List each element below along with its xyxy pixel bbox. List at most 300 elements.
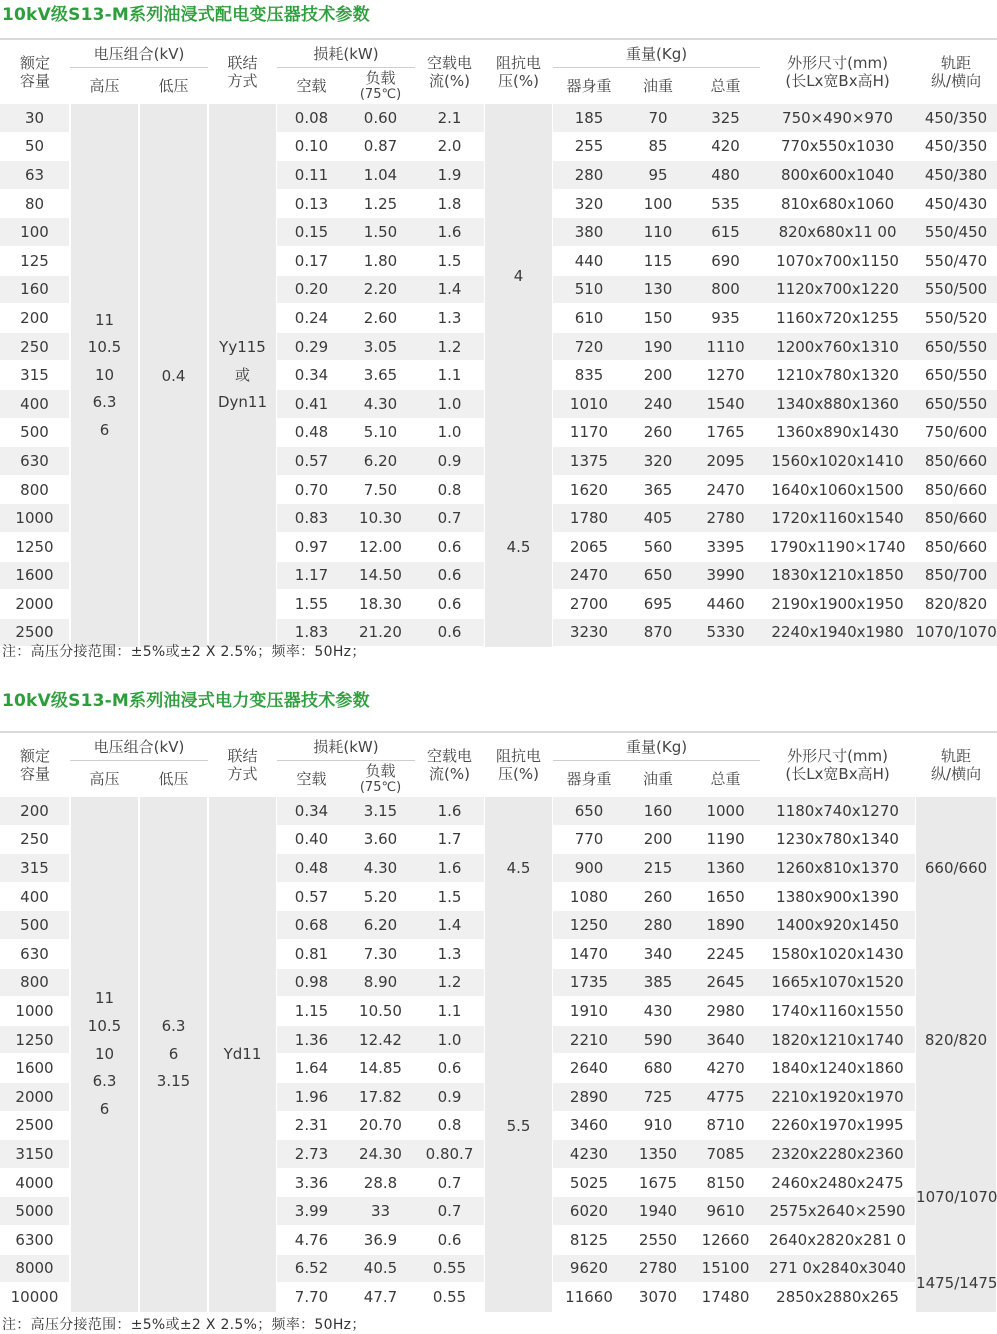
dimensions-cell: 1120x700x1220: [760, 276, 915, 305]
noload-loss-cell: 1.96: [277, 1083, 346, 1112]
noload-loss-cell: 2.31: [277, 1112, 346, 1141]
body-weight-cell: 1080: [553, 883, 625, 912]
body-weight-cell: 2065: [553, 533, 625, 562]
capacity-cell: 250: [0, 826, 70, 855]
hv-value: 10: [94, 365, 115, 384]
load-loss-cell: 40.5: [346, 1255, 415, 1284]
load-loss-cell: 36.9: [346, 1226, 415, 1255]
connection-cell: Yd11: [208, 797, 277, 1312]
total-weight-cell: 8150: [691, 1169, 760, 1198]
oil-weight-cell: 110: [625, 218, 691, 247]
total-weight-cell: 8710: [691, 1112, 760, 1141]
capacity-cell: 630: [0, 447, 70, 476]
noload-loss-cell: 0.20: [277, 276, 346, 305]
noload-current-cell: 1.1: [415, 361, 484, 390]
dimensions-cell: 2320x2280x2360: [760, 1140, 915, 1169]
body-weight-cell: 1250: [553, 911, 625, 940]
connection-line: Yy115: [219, 338, 266, 357]
oil-weight-cell: 320: [625, 447, 691, 476]
noload-loss-cell: 4.76: [277, 1226, 346, 1255]
dimensions-cell: 810x680x1060: [760, 190, 915, 219]
gauge-cell: 550/450: [915, 218, 997, 247]
capacity-cell: 1600: [0, 1054, 70, 1083]
noload-loss-cell: 0.15: [277, 218, 346, 247]
hv-value: 11: [94, 310, 115, 329]
noload-loss-cell: 1.83: [277, 619, 346, 648]
oil-weight-cell: 1940: [625, 1197, 691, 1226]
header-voltage-group: 电压组合(kV): [70, 731, 208, 761]
noload-current-cell: 0.6: [415, 533, 484, 562]
oil-weight-cell: 590: [625, 1026, 691, 1055]
capacity-cell: 630: [0, 940, 70, 969]
noload-current-cell: 1.8: [415, 190, 484, 219]
oil-weight-cell: 560: [625, 533, 691, 562]
capacity-cell: 1250: [0, 533, 70, 562]
table2-note: 注：高压分接范围：±5%或±2 X 2.5%；频率：50Hz；: [2, 1317, 366, 1333]
body-weight-cell: 11660: [553, 1283, 625, 1312]
capacity-cell: 5000: [0, 1197, 70, 1226]
oil-weight-cell: 3070: [625, 1283, 691, 1312]
dimensions-cell: 1560x1020x1410: [760, 447, 915, 476]
load-loss-cell: 20.70: [346, 1112, 415, 1141]
capacity-cell: 200: [0, 304, 70, 333]
noload-loss-cell: 1.17: [277, 562, 346, 591]
noload-current-cell: 1.7: [415, 826, 484, 855]
gauge-cell: 450/380: [915, 161, 997, 190]
header-body-weight: 器身重: [553, 68, 625, 104]
body-weight-cell: 1470: [553, 940, 625, 969]
dimensions-cell: 1665x1070x1520: [760, 969, 915, 998]
load-loss-cell: 28.8: [346, 1169, 415, 1198]
gauge-cell: 660/660: [915, 797, 997, 940]
noload-loss-cell: 0.13: [277, 190, 346, 219]
header-connection: 联结 方式: [208, 731, 277, 797]
table1-note: 注：高压分接范围：±5%或±2 X 2.5%；频率：50Hz；: [2, 644, 366, 660]
dimensions-cell: 2640x2820x281 0: [760, 1226, 915, 1255]
oil-weight-cell: 190: [625, 333, 691, 362]
body-weight-cell: 4230: [553, 1140, 625, 1169]
total-weight-cell: 535: [691, 190, 760, 219]
lv-value: 6: [168, 1044, 179, 1063]
load-loss-cell: 5.10: [346, 419, 415, 448]
gauge-cell: 850/660: [915, 447, 997, 476]
load-loss-cell: 12.42: [346, 1026, 415, 1055]
load-loss-cell: 6.20: [346, 911, 415, 940]
gauge-cell: 850/660: [915, 504, 997, 533]
oil-weight-cell: 95: [625, 161, 691, 190]
noload-current-cell: 0.80.7: [415, 1140, 484, 1169]
load-loss-cell: 4.30: [346, 390, 415, 419]
noload-current-cell: 2.1: [415, 104, 484, 133]
oil-weight-cell: 215: [625, 854, 691, 883]
noload-current-cell: 1.3: [415, 304, 484, 333]
load-loss-cell: 17.82: [346, 1083, 415, 1112]
capacity-cell: 800: [0, 969, 70, 998]
total-weight-cell: 5330: [691, 619, 760, 648]
load-loss-cell: 10.30: [346, 504, 415, 533]
noload-current-cell: 0.8: [415, 1112, 484, 1141]
oil-weight-cell: 910: [625, 1112, 691, 1141]
connection-cell: [208, 104, 277, 647]
total-weight-cell: 1890: [691, 911, 760, 940]
noload-loss-cell: 0.83: [277, 504, 346, 533]
noload-loss-cell: 0.29: [277, 333, 346, 362]
noload-current-cell: 1.1: [415, 997, 484, 1026]
noload-current-cell: 1.4: [415, 911, 484, 940]
capacity-cell: 2500: [0, 619, 70, 648]
dimensions-cell: 750×490×970: [760, 104, 915, 133]
total-weight-cell: 2245: [691, 940, 760, 969]
dimensions-cell: 1580x1020x1430: [760, 940, 915, 969]
total-weight-cell: 800: [691, 276, 760, 305]
noload-current-cell: 0.9: [415, 1083, 484, 1112]
noload-current-cell: 1.5: [415, 883, 484, 912]
dimensions-cell: 770x550x1030: [760, 133, 915, 162]
body-weight-cell: 1620: [553, 476, 625, 505]
total-weight-cell: 2095: [691, 447, 760, 476]
connection-line: Dyn11: [217, 393, 268, 412]
body-weight-cell: 1170: [553, 419, 625, 448]
noload-loss-cell: 0.08: [277, 104, 346, 133]
oil-weight-cell: 695: [625, 590, 691, 619]
load-loss-cell: 3.05: [346, 333, 415, 362]
load-loss-cell: 1.04: [346, 161, 415, 190]
capacity-cell: 250: [0, 333, 70, 362]
dimensions-cell: 1070x700x1150: [760, 247, 915, 276]
total-weight-cell: 1110: [691, 333, 760, 362]
oil-weight-cell: 130: [625, 276, 691, 305]
body-weight-cell: 8125: [553, 1226, 625, 1255]
gauge-cell: 1475/1475: [915, 1255, 997, 1312]
noload-loss-cell: 0.10: [277, 133, 346, 162]
noload-loss-cell: 3.99: [277, 1197, 346, 1226]
noload-current-cell: 1.3: [415, 940, 484, 969]
header-hv: 高压: [70, 761, 139, 797]
noload-loss-cell: 0.70: [277, 476, 346, 505]
load-loss-cell: 5.20: [346, 883, 415, 912]
hv-values-cell: [70, 797, 139, 1312]
capacity-cell: 315: [0, 361, 70, 390]
total-weight-cell: 1540: [691, 390, 760, 419]
capacity-cell: 4000: [0, 1169, 70, 1198]
body-weight-cell: 2470: [553, 562, 625, 591]
noload-current-cell: 1.4: [415, 276, 484, 305]
load-loss-cell: 12.00: [346, 533, 415, 562]
gauge-cell: 820/820: [915, 590, 997, 619]
dimensions-cell: 1230x780x1340: [760, 826, 915, 855]
body-weight-cell: 9620: [553, 1255, 625, 1284]
total-weight-cell: 3395: [691, 533, 760, 562]
noload-current-cell: 0.6: [415, 562, 484, 591]
header-capacity: 额定 容量: [0, 731, 70, 797]
capacity-cell: 100: [0, 218, 70, 247]
impedance-cell: 4: [484, 104, 553, 447]
body-weight-cell: 510: [553, 276, 625, 305]
header-load-loss: 负载 (75℃): [346, 761, 415, 797]
load-loss-cell: 1.25: [346, 190, 415, 219]
load-loss-cell: 3.65: [346, 361, 415, 390]
gauge-cell: 850/660: [915, 476, 997, 505]
noload-current-cell: 0.55: [415, 1283, 484, 1312]
noload-current-cell: 1.6: [415, 797, 484, 826]
lv-value-cell: 0.4: [139, 104, 208, 647]
gauge-cell: 550/470: [915, 247, 997, 276]
noload-current-cell: 0.6: [415, 590, 484, 619]
noload-loss-cell: 0.17: [277, 247, 346, 276]
noload-current-cell: 1.5: [415, 247, 484, 276]
total-weight-cell: 325: [691, 104, 760, 133]
noload-loss-cell: 0.97: [277, 533, 346, 562]
header-loss-group: 损耗(kW): [277, 731, 415, 761]
noload-loss-cell: 0.98: [277, 969, 346, 998]
capacity-cell: 2500: [0, 1112, 70, 1141]
total-weight-cell: 4460: [691, 590, 760, 619]
gauge-cell: 650/550: [915, 361, 997, 390]
impedance-cell: 4.5: [484, 797, 553, 940]
header-oil-weight: 油重: [625, 68, 691, 104]
noload-loss-cell: 0.40: [277, 826, 346, 855]
load-loss-cell: 10.50: [346, 997, 415, 1026]
lv-value: 3.15: [156, 1072, 191, 1091]
total-weight-cell: 3990: [691, 562, 760, 591]
noload-current-cell: 1.9: [415, 161, 484, 190]
total-weight-cell: 1360: [691, 854, 760, 883]
load-loss-cell: 1.80: [346, 247, 415, 276]
oil-weight-cell: 150: [625, 304, 691, 333]
total-weight-cell: 4270: [691, 1054, 760, 1083]
hv-values-cell: [70, 104, 139, 647]
noload-loss-cell: 3.36: [277, 1169, 346, 1198]
total-weight-cell: 1765: [691, 419, 760, 448]
dimensions-cell: 2460x2480x2475: [760, 1169, 915, 1198]
table2-title: 10kV级S13-M系列油浸式电力变压器技术参数: [2, 691, 370, 711]
lv-values-cell: [139, 797, 208, 1312]
body-weight-cell: 900: [553, 854, 625, 883]
total-weight-cell: 935: [691, 304, 760, 333]
oil-weight-cell: 2550: [625, 1226, 691, 1255]
dimensions-cell: 1340x880x1360: [760, 390, 915, 419]
dimensions-cell: 820x680x11 00: [760, 218, 915, 247]
dimensions-cell: 1790x1190×1740: [760, 533, 915, 562]
oil-weight-cell: 365: [625, 476, 691, 505]
load-loss-cell: 6.20: [346, 447, 415, 476]
oil-weight-cell: 115: [625, 247, 691, 276]
dimensions-cell: 1840x1240x1860: [760, 1054, 915, 1083]
load-loss-cell: 24.30: [346, 1140, 415, 1169]
dimensions-cell: 800x600x1040: [760, 161, 915, 190]
load-loss-cell: 18.30: [346, 590, 415, 619]
header-gauge: 轨距 纵/横向: [915, 731, 997, 797]
header-loss-group: 损耗(kW): [277, 38, 415, 68]
header-hv: 高压: [70, 68, 139, 104]
total-weight-cell: 15100: [691, 1255, 760, 1284]
noload-current-cell: 1.0: [415, 419, 484, 448]
body-weight-cell: 280: [553, 161, 625, 190]
total-weight-cell: 9610: [691, 1197, 760, 1226]
total-weight-cell: 2645: [691, 969, 760, 998]
noload-current-cell: 2.0: [415, 133, 484, 162]
dimensions-cell: 2210x1920x1970: [760, 1083, 915, 1112]
body-weight-cell: 2890: [553, 1083, 625, 1112]
gauge-cell: 650/550: [915, 333, 997, 362]
header-gauge: 轨距 纵/横向: [915, 38, 997, 104]
body-weight-cell: 3230: [553, 619, 625, 648]
header-dimensions: 外形尺寸(mm) (长Lx宽Bx高H): [760, 38, 915, 104]
dimensions-cell: 1740x1160x1550: [760, 997, 915, 1026]
noload-loss-cell: 1.64: [277, 1054, 346, 1083]
total-weight-cell: 1190: [691, 826, 760, 855]
dimensions-cell: 2260x1970x1995: [760, 1112, 915, 1141]
capacity-cell: 80: [0, 190, 70, 219]
load-loss-cell: 33: [346, 1197, 415, 1226]
capacity-cell: 315: [0, 854, 70, 883]
table-row: [0, 797, 997, 826]
capacity-cell: 2000: [0, 590, 70, 619]
noload-current-cell: 1.2: [415, 333, 484, 362]
header-noload-loss: 空载: [277, 68, 346, 104]
oil-weight-cell: 870: [625, 619, 691, 648]
connection-line: 或: [234, 365, 250, 384]
header-impedance: 阻抗电 压(%): [484, 38, 553, 104]
capacity-cell: 30: [0, 104, 70, 133]
capacity-cell: 500: [0, 419, 70, 448]
capacity-cell: 400: [0, 883, 70, 912]
total-weight-cell: 12660: [691, 1226, 760, 1255]
capacity-cell: 500: [0, 911, 70, 940]
oil-weight-cell: 340: [625, 940, 691, 969]
gauge-cell: 850/700: [915, 562, 997, 591]
power-transformer-spec-table: [0, 731, 997, 1312]
total-weight-cell: 690: [691, 247, 760, 276]
dimensions-cell: 1400x920x1450: [760, 911, 915, 940]
noload-current-cell: 1.6: [415, 854, 484, 883]
body-weight-cell: 3460: [553, 1112, 625, 1141]
gauge-cell: 450/350: [915, 104, 997, 133]
impedance-cell: 4.5: [484, 447, 553, 647]
body-weight-cell: 650: [553, 797, 625, 826]
oil-weight-cell: 200: [625, 361, 691, 390]
noload-loss-cell: 0.48: [277, 854, 346, 883]
oil-weight-cell: 160: [625, 797, 691, 826]
noload-loss-cell: 6.52: [277, 1255, 346, 1284]
header-noload-loss: 空载: [277, 761, 346, 797]
header-load-loss: 负载 (75℃): [346, 68, 415, 104]
oil-weight-cell: 725: [625, 1083, 691, 1112]
table1-title: 10kV级S13-M系列油浸式配电变压器技术参数: [2, 5, 370, 25]
capacity-cell: 50: [0, 133, 70, 162]
noload-loss-cell: 0.34: [277, 361, 346, 390]
noload-loss-cell: 0.81: [277, 940, 346, 969]
oil-weight-cell: 260: [625, 883, 691, 912]
capacity-cell: 125: [0, 247, 70, 276]
noload-loss-cell: 1.55: [277, 590, 346, 619]
noload-loss-cell: 1.36: [277, 1026, 346, 1055]
noload-loss-cell: 0.11: [277, 161, 346, 190]
capacity-cell: 10000: [0, 1283, 70, 1312]
header-weight-group: 重量(Kg): [553, 38, 760, 68]
oil-weight-cell: 280: [625, 911, 691, 940]
load-loss-cell: 7.30: [346, 940, 415, 969]
header-body-weight: 器身重: [553, 761, 625, 797]
noload-current-cell: 1.6: [415, 218, 484, 247]
header-impedance: 阻抗电 压(%): [484, 731, 553, 797]
total-weight-cell: 1270: [691, 361, 760, 390]
gauge-cell: 820/820: [915, 940, 997, 1140]
noload-loss-cell: 0.34: [277, 797, 346, 826]
hv-value: 11: [94, 989, 115, 1008]
header-connection: 联结 方式: [208, 38, 277, 104]
gauge-cell: 550/500: [915, 276, 997, 305]
impedance-cell: 5.5: [484, 940, 553, 1312]
oil-weight-cell: 650: [625, 562, 691, 591]
oil-weight-cell: 100: [625, 190, 691, 219]
header-voltage-group: 电压组合(kV): [70, 38, 208, 68]
noload-current-cell: 0.55: [415, 1255, 484, 1284]
body-weight-cell: 1375: [553, 447, 625, 476]
capacity-cell: 6300: [0, 1226, 70, 1255]
noload-loss-cell: 0.41: [277, 390, 346, 419]
body-weight-cell: 1735: [553, 969, 625, 998]
body-weight-cell: 2640: [553, 1054, 625, 1083]
load-loss-cell: 21.20: [346, 619, 415, 648]
body-weight-cell: 1910: [553, 997, 625, 1026]
hv-value: 6: [99, 1099, 110, 1118]
header-weight-group: 重量(Kg): [553, 731, 760, 761]
total-weight-cell: 2780: [691, 504, 760, 533]
capacity-cell: 400: [0, 390, 70, 419]
load-loss-cell: 7.50: [346, 476, 415, 505]
noload-current-cell: 0.8: [415, 476, 484, 505]
noload-loss-cell: 0.57: [277, 447, 346, 476]
capacity-cell: 1600: [0, 562, 70, 591]
header-capacity: 额定 容量: [0, 38, 70, 104]
gauge-cell: 450/350: [915, 133, 997, 162]
load-loss-cell: 4.30: [346, 854, 415, 883]
hv-value: 10.5: [87, 1016, 122, 1035]
noload-loss-cell: 1.15: [277, 997, 346, 1026]
total-weight-cell: 420: [691, 133, 760, 162]
body-weight-cell: 2700: [553, 590, 625, 619]
body-weight-cell: 1010: [553, 390, 625, 419]
capacity-cell: 8000: [0, 1255, 70, 1284]
capacity-cell: 3150: [0, 1140, 70, 1169]
body-weight-cell: 835: [553, 361, 625, 390]
capacity-cell: 800: [0, 476, 70, 505]
oil-weight-cell: 430: [625, 997, 691, 1026]
load-loss-cell: 47.7: [346, 1283, 415, 1312]
hv-value: 6.3: [92, 1072, 117, 1091]
dimensions-cell: 1260x810x1370: [760, 854, 915, 883]
total-weight-cell: 7085: [691, 1140, 760, 1169]
oil-weight-cell: 85: [625, 133, 691, 162]
header-dimensions: 外形尺寸(mm) (长Lx宽Bx高H): [760, 731, 915, 797]
lv-value: 6.3: [161, 1016, 186, 1035]
body-weight-cell: 720: [553, 333, 625, 362]
noload-current-cell: 1.2: [415, 969, 484, 998]
noload-loss-cell: 7.70: [277, 1283, 346, 1312]
header-noload-current: 空载电 流(%): [415, 38, 484, 104]
load-loss-cell: 2.20: [346, 276, 415, 305]
oil-weight-cell: 385: [625, 969, 691, 998]
load-loss-cell: 8.90: [346, 969, 415, 998]
body-weight-cell: 2210: [553, 1026, 625, 1055]
oil-weight-cell: 260: [625, 419, 691, 448]
total-weight-cell: 3640: [691, 1026, 760, 1055]
load-loss-cell: 14.85: [346, 1054, 415, 1083]
dimensions-cell: 2575x2640×2590: [760, 1197, 915, 1226]
total-weight-cell: 480: [691, 161, 760, 190]
dimensions-cell: 1640x1060x1500: [760, 476, 915, 505]
